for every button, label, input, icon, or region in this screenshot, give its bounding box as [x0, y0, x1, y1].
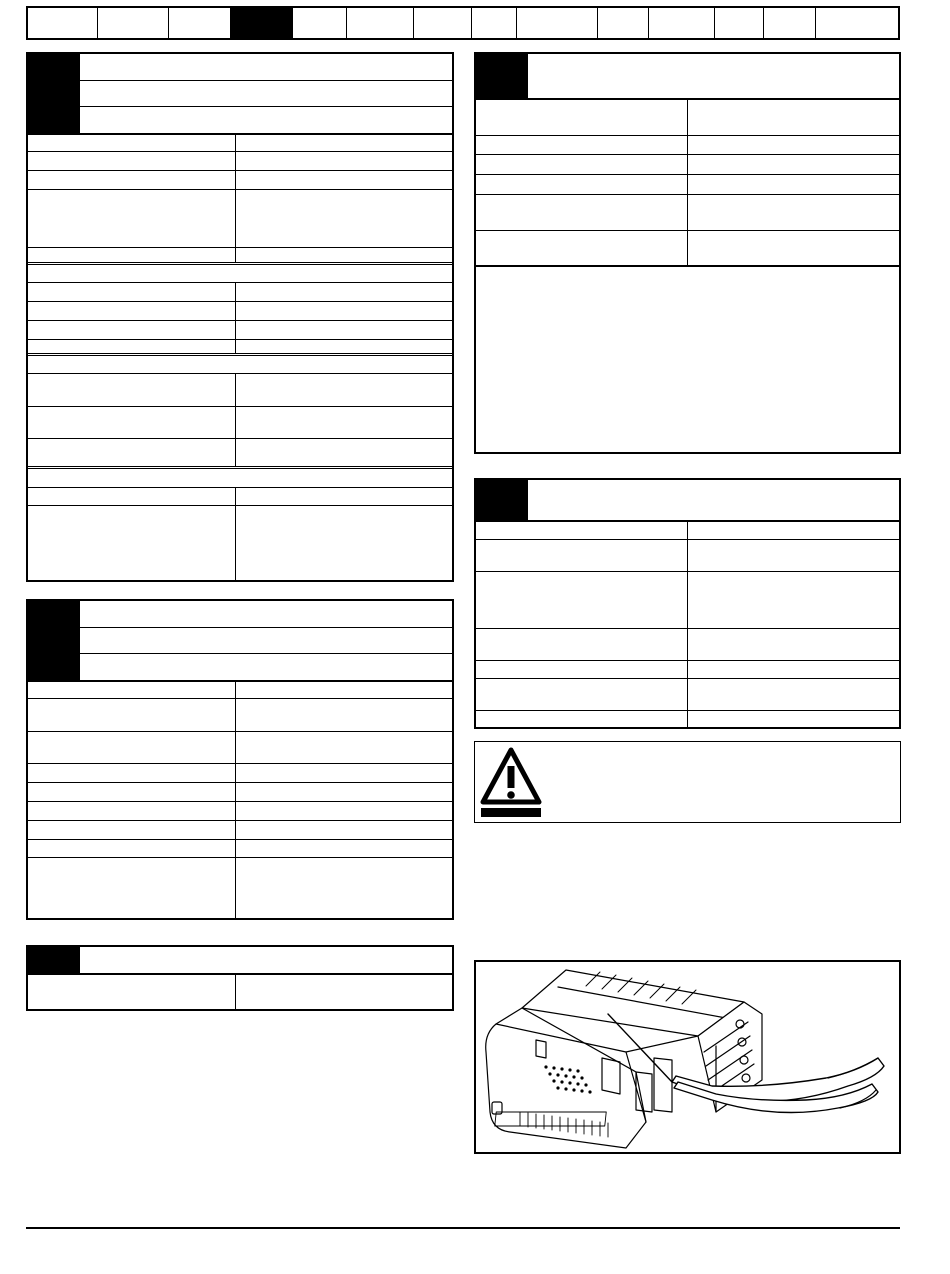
table-row — [28, 340, 452, 356]
table-row — [476, 679, 899, 711]
parameter-table-2-header — [28, 601, 452, 682]
table-row — [28, 682, 452, 699]
parameter-table-3-header — [28, 947, 452, 975]
nav-tab-2[interactable] — [98, 8, 169, 38]
header-row — [80, 601, 452, 628]
table-row — [28, 439, 452, 469]
header-row — [528, 54, 899, 98]
warning-triangle-icon — [479, 746, 543, 820]
table-row — [28, 840, 452, 858]
table-row — [28, 821, 452, 840]
nav-tab-5[interactable] — [293, 8, 347, 38]
header-row — [80, 628, 452, 654]
warning-box — [474, 741, 901, 823]
parameter-table-5-header — [476, 480, 899, 522]
header-row — [80, 107, 452, 133]
table-row — [476, 195, 899, 231]
table-row — [476, 661, 899, 679]
footer-rule — [26, 1227, 900, 1229]
nav-tab-13[interactable] — [764, 8, 816, 38]
table-row — [28, 321, 452, 340]
table-row — [28, 699, 452, 732]
table-row — [476, 100, 899, 136]
table-row — [476, 175, 899, 195]
nav-tab-10[interactable] — [598, 8, 649, 38]
table-row — [28, 374, 452, 407]
nav-tab-4-active[interactable] — [231, 8, 294, 38]
parameter-number-cell — [28, 54, 80, 133]
header-row — [80, 947, 452, 973]
parameter-table-4-header — [476, 54, 899, 100]
nav-tab-14[interactable] — [816, 8, 898, 38]
nav-tab-7[interactable] — [414, 8, 472, 38]
header-row — [80, 654, 452, 680]
parameter-number-cell — [476, 480, 528, 520]
parameter-table-1-header — [28, 54, 452, 135]
nav-tab-6[interactable] — [347, 8, 414, 38]
table-row — [476, 711, 899, 727]
parameter-table-5 — [474, 478, 901, 729]
section-row — [28, 266, 452, 283]
table-row — [28, 248, 452, 265]
table-row — [28, 190, 452, 248]
section-row — [28, 470, 452, 488]
parameter-table-4 — [474, 52, 901, 454]
parameter-table-3 — [26, 945, 454, 1011]
table-row — [476, 231, 899, 267]
parameter-number-cell — [28, 947, 80, 973]
parameter-number-cell — [28, 601, 80, 680]
nav-tab-12[interactable] — [715, 8, 764, 38]
header-row — [528, 480, 899, 520]
table-row — [28, 975, 452, 1009]
parameter-number-cell — [476, 54, 528, 98]
table-row — [476, 522, 899, 540]
table-row — [28, 171, 452, 190]
table-row — [28, 783, 452, 802]
nav-tab-3[interactable] — [169, 8, 231, 38]
section-row — [28, 357, 452, 374]
figure-drive-terminal-removal — [474, 960, 901, 1154]
table-row — [28, 407, 452, 439]
drive-with-pliers-illustration — [476, 962, 899, 1152]
table-row — [476, 572, 899, 629]
table-row — [28, 802, 452, 821]
parameter-table-1 — [26, 52, 454, 582]
table-row — [28, 152, 452, 171]
header-row — [80, 54, 452, 81]
table-row — [28, 764, 452, 783]
nav-tab-1[interactable] — [28, 8, 98, 38]
table-row — [28, 135, 452, 152]
table-row — [28, 732, 452, 764]
table-row — [476, 540, 899, 572]
nav-tab-11[interactable] — [649, 8, 716, 38]
table-row — [476, 136, 899, 155]
table-row — [28, 488, 452, 506]
table-row — [28, 302, 452, 321]
nav-tab-9[interactable] — [517, 8, 598, 38]
table-row — [28, 858, 452, 918]
table-row — [476, 629, 899, 661]
nav-tab-8[interactable] — [472, 8, 517, 38]
top-navigation-bar — [26, 6, 900, 40]
parameter-table-2 — [26, 599, 454, 920]
description-area — [476, 267, 899, 452]
table-row — [28, 283, 452, 302]
table-row — [476, 155, 899, 175]
table-row — [28, 506, 452, 580]
header-row — [80, 81, 452, 107]
